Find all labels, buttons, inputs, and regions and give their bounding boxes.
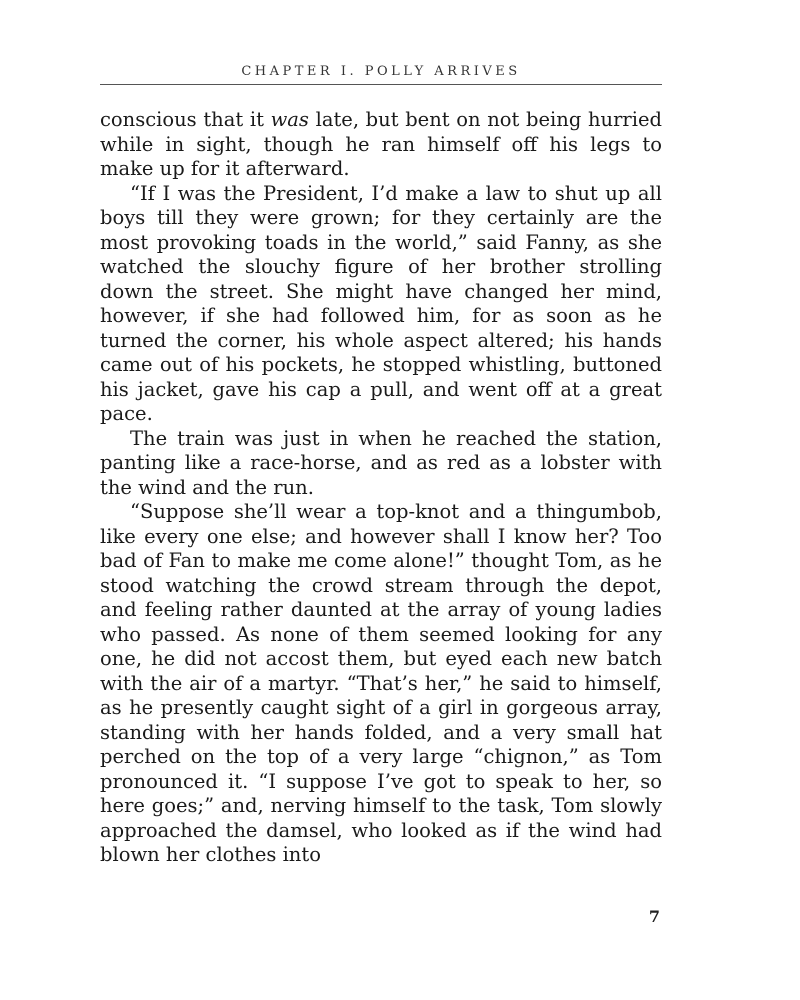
body-text xyxy=(100,108,662,868)
paragraph-1-text-start: conscious that it xyxy=(100,108,271,131)
running-head: CHAPTER I. POLLY ARRIVES xyxy=(241,64,521,79)
paragraph-train: The train was just in when he reached the station, panting like a race-horse, and as red as a lobster with the wind and the run. xyxy=(100,426,662,499)
paragraph-1-text-end: late, but bent on not being hurried while in sight, though he ran himself off his legs to make up for it afterward. xyxy=(100,108,662,180)
paragraph-suppose: “Suppose she’ll wear a top-knot and a thingumbob, like every one else; and however shall I know her? Too bad of Fan to make me come alone!” thought Tom, as he stood watching the crowd stream through the depot, and feeling rather daunted at the array of young ladies who passed. As none of them seemed looking for any one, he did not accost them, but eyed each new batch with the air of a martyr. “That’s her,” he said to himself, as he presently caught sight of a girl in gorgeous array, standing with her hands folded, and a very small hat perched on the top of a very large “chignon,” as Tom pronounced it. “I suppose I’ve got to speak to her, so here goes;” and, nerving himself to the task, Tom slowly approached the damsel, who looked as if the wind had blown her clothes into xyxy=(100,500,662,866)
emphasis-was: was xyxy=(270,108,309,131)
page-number: 7 xyxy=(648,907,660,926)
paragraph-continued xyxy=(100,108,662,182)
paragraph-president: “If I was the President, I’d make a law to shut up all boys till they were grown; for they certainly are the most provoking toads in the world,” said Fanny, as she watched the slouchy figure of her brother strolling down the street. She might have changed her mind, however, if she had followed him, for as soon as he turned the corner, his whole aspect altered; his hands came out of his pockets, he stopped whistling, buttoned his jacket, gave his cap a pull, and went off at a great pace. xyxy=(100,181,662,425)
header-rule xyxy=(100,84,662,85)
